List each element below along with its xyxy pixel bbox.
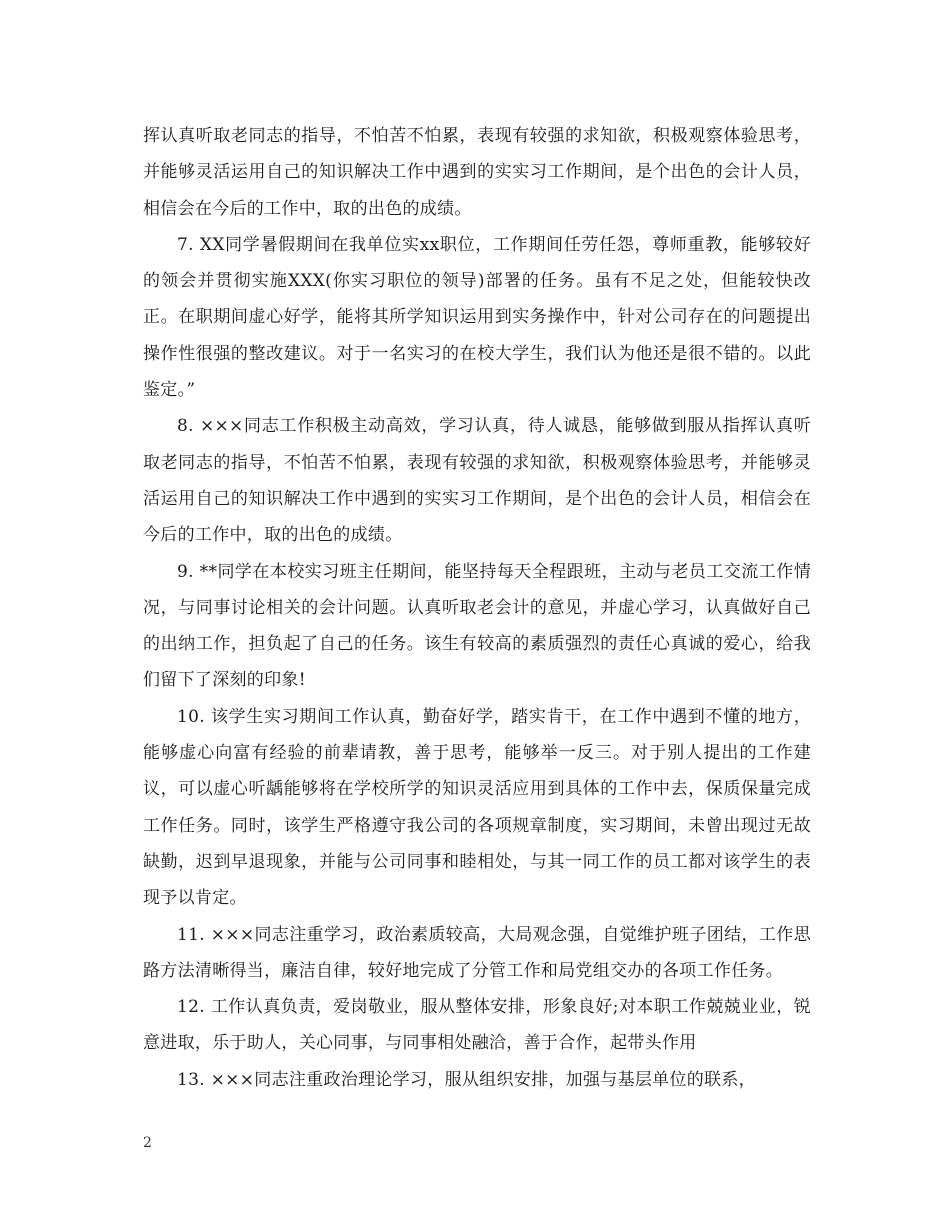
paragraph-item-8: 8. ×××同志工作积极主动高效，学习认真，待人诚恳，能够做到服从指挥认真听取老同志的指导，不怕苦不怕累，表现有较强的求知欲，积极观察体验思考，并能够灵活运用自己的知识解决工作中遇到的实实习工作期间，是个出色的会计人员，相信会在今后的工作中，取的出色的成绩。 [143, 416, 811, 546]
paragraph-item-9: 9. **同学在本校实习班主任期间，能坚持每天全程跟班，主动与老员工交流工作情况，与同事讨论相关的会计问题。认真听取老会计的意见，并虚心学习，认真做好自己的出纳工作，担负起了自己的任务。该生有较高的素质强烈的责任心真诚的爱心，给我们留下了深刻的印象! [143, 561, 811, 691]
paragraph-item-13: 13. ×××同志注重政治理论学习，服从组织安排，加强与基层单位的联系， [177, 1069, 756, 1090]
document-body [143, 118, 811, 1098]
paragraph-continuation: 挥认真听取老同志的指导，不怕苦不怕累，表现有较强的求知欲，积极观察体验思考，并能够灵活运用自己的知识解决工作中遇到的实实习工作期间，是个出色的会计人员，相信会在今后的工作中，取的出色的成绩。 [143, 126, 811, 219]
page-number: 2 [143, 1135, 152, 1151]
paragraph-item-12: 12. 工作认真负责，爱岗敬业，服从整体安排，形象良好;对本职工作兢兢业业，锐意进取，乐于助人，关心同事，与同事相处融洽，善于合作，起带头作用 [143, 997, 811, 1054]
paragraph-item-7: 7. XX同学暑假期间在我单位实xx职位，工作期间任劳任怨，尊师重教，能够较好的领会并贯彻实施XXX(你实习职位的领导)部署的任务。虽有不足之处，但能较快改正。在职期间虚心好学，能将其所学知识运用到实务操作中，针对公司存在的问题提出操作性很强的整改建议。对于一名实习的在校大学生，我们认为他还是很不错的。以此鉴定。” [143, 234, 811, 401]
paragraph-item-10: 10. 该学生实习期间工作认真，勤奋好学，踏实肯干，在工作中遇到不懂的地方，能够虚心向富有经验的前辈请教，善于思考，能够举一反三。对于别人提出的工作建议，可以虚心听龋能够将在学校所学的知识灵活应用到具体的工作中去，保质保量完成工作任务。同时，该学生严格遵守我公司的各项规章制度，实习期间，未曾出现过无故缺勤，迟到早退现象，并能与公司同事和睦相处，与其一同工作的员工都对该学生的表现予以肯定。 [143, 706, 811, 909]
paragraph-item-11: 11. ×××同志注重学习，政治素质较高，大局观念强，自觉维护班子团结，工作思路方法清晰得当，廉洁自律，较好地完成了分管工作和局党组交办的各项工作任务。 [143, 924, 811, 981]
